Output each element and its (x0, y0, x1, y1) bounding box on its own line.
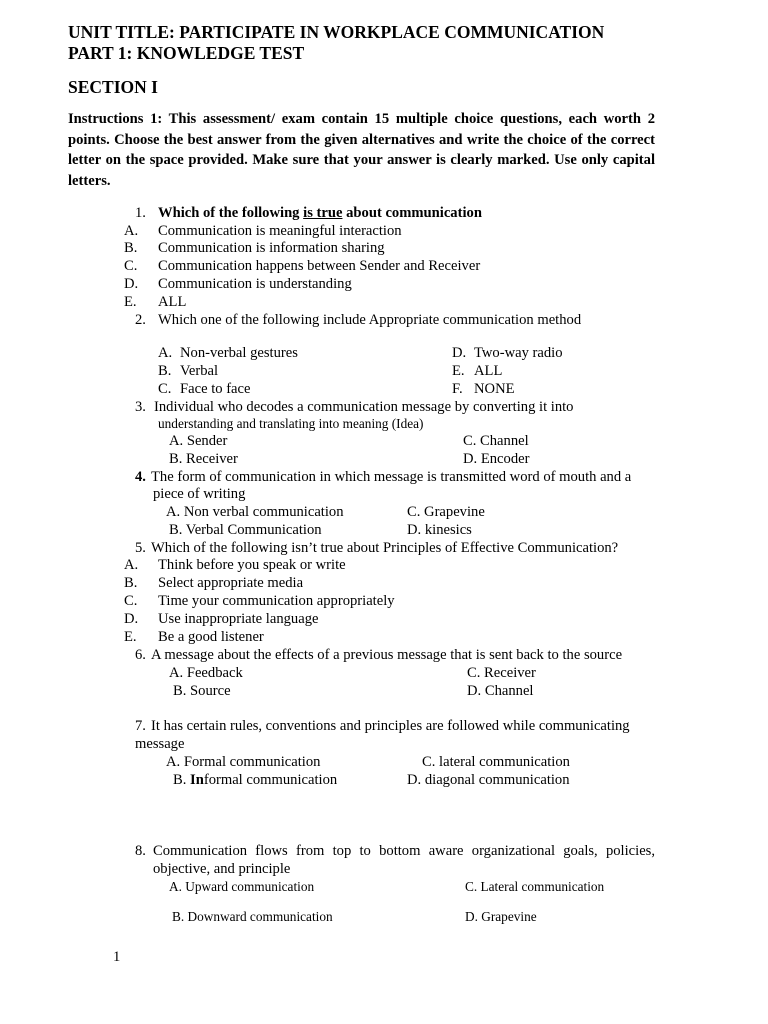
option-text: Communication is information sharing (158, 240, 385, 256)
option-text: Face to face (180, 380, 251, 397)
option-text: D. Channel (467, 682, 534, 699)
question-number: 6. (135, 646, 146, 663)
option-text: NONE (474, 380, 515, 397)
question-text: Which one of the following include Appropriate communication method (158, 311, 582, 328)
option-text: C. Channel (463, 432, 529, 449)
option-letter: C. (158, 380, 172, 397)
question-text: The form of communication in which message is transmitted word of mouth and a (151, 468, 632, 485)
instructions: Instructions 1: This assessment/ exam contain 15 multiple choice questions, each worth 2 points. Choose the best answer from the given alternatives and write the choice of the correct letter on the space provided. Make sure that your answer is clearly marked. Use only capital letters. (68, 111, 655, 189)
option-letter: F. (452, 380, 463, 397)
question-text: A message about the effects of a previous message that is sent back to the source (151, 646, 623, 663)
option-letter: B. (124, 240, 138, 256)
option-text: A. Formal communication (166, 753, 321, 770)
option-text: Be a good listener (158, 628, 264, 645)
option-text: Two-way radio (474, 345, 563, 361)
option-text: D. Encoder (463, 450, 530, 467)
option-text: B. Informal communication (173, 771, 338, 788)
question-text-continued: understanding and translating into meaning (Idea) (158, 416, 424, 431)
question-number: 3. (135, 398, 146, 415)
question-text-continued: message (135, 736, 185, 752)
question-number: 8. (135, 843, 146, 859)
option-letter: D. (452, 345, 467, 361)
question-number: 2. (135, 311, 146, 328)
option-text: C. Receiver (467, 664, 536, 681)
option-text: B. Source (173, 682, 231, 699)
option-letter: E. (452, 362, 465, 379)
option-text: B. Verbal Communication (169, 521, 322, 538)
question-text: Which of the following isn’t true about Principles of Effective Communication? (151, 539, 619, 556)
option-text: D. Grapevine (465, 908, 537, 924)
question-text: Which of the following is true about communication (158, 205, 482, 221)
option-text: Verbal (180, 362, 219, 379)
option-letter: A. (124, 222, 139, 239)
option-text: Use inappropriate language (158, 610, 319, 627)
option-text: B. Downward communication (172, 908, 333, 924)
option-text: C. Lateral communication (465, 878, 605, 894)
question-number: 4. (135, 468, 146, 485)
part-title: PART 1: KNOWLEDGE TEST (68, 43, 305, 63)
question-text: Communication flows from top to bottom aware organizational goals, policies, objective, and principle (153, 843, 655, 877)
option-text: D. diagonal communication (407, 771, 570, 788)
option-text: Select appropriate media (158, 575, 304, 591)
option-letter: C. (124, 258, 138, 274)
option-text: C. lateral communication (422, 753, 570, 770)
question-text: Individual who decodes a communication message by converting it into (154, 398, 574, 415)
option-letter: C. (124, 593, 138, 609)
option-letter: E. (124, 628, 137, 645)
unit-title: UNIT TITLE: PARTICIPATE IN WORKPLACE COMMUNICATION (68, 22, 605, 42)
option-text: B. Receiver (169, 450, 238, 467)
section-title: SECTION I (68, 77, 158, 97)
page-number: 1 (113, 948, 121, 965)
option-text: D. kinesics (407, 521, 472, 538)
question-text: It has certain rules, conventions and principles are followed while communicating (151, 717, 630, 734)
question-number: 7. (135, 717, 146, 734)
option-text: Time your communication appropriately (158, 593, 395, 609)
option-text: Non-verbal gestures (180, 345, 298, 361)
option-text: A. Sender (169, 432, 228, 449)
option-text: ALL (158, 293, 187, 310)
option-letter: A. (124, 557, 139, 573)
option-text: Communication is meaningful interaction (158, 222, 402, 239)
option-letter: B. (124, 575, 138, 591)
option-text: C. Grapevine (407, 503, 485, 520)
option-text: Communication happens between Sender and Receiver (158, 258, 481, 274)
option-letter: A. (158, 345, 173, 361)
question-text-continued: piece of writing (153, 486, 246, 502)
option-text: Communication is understanding (158, 276, 352, 292)
question-number: 1. (135, 205, 146, 221)
option-letter: D. (124, 610, 139, 627)
option-letter: D. (124, 276, 139, 292)
option-text: A. Upward communication (169, 878, 315, 894)
option-letter: E. (124, 293, 137, 310)
option-text: Think before you speak or write (158, 557, 346, 573)
option-letter: B. (158, 362, 172, 379)
option-text: ALL (474, 362, 503, 379)
option-text: A. Feedback (169, 664, 243, 681)
question-number: 5. (135, 539, 146, 556)
option-text: A. Non verbal communication (166, 503, 344, 520)
